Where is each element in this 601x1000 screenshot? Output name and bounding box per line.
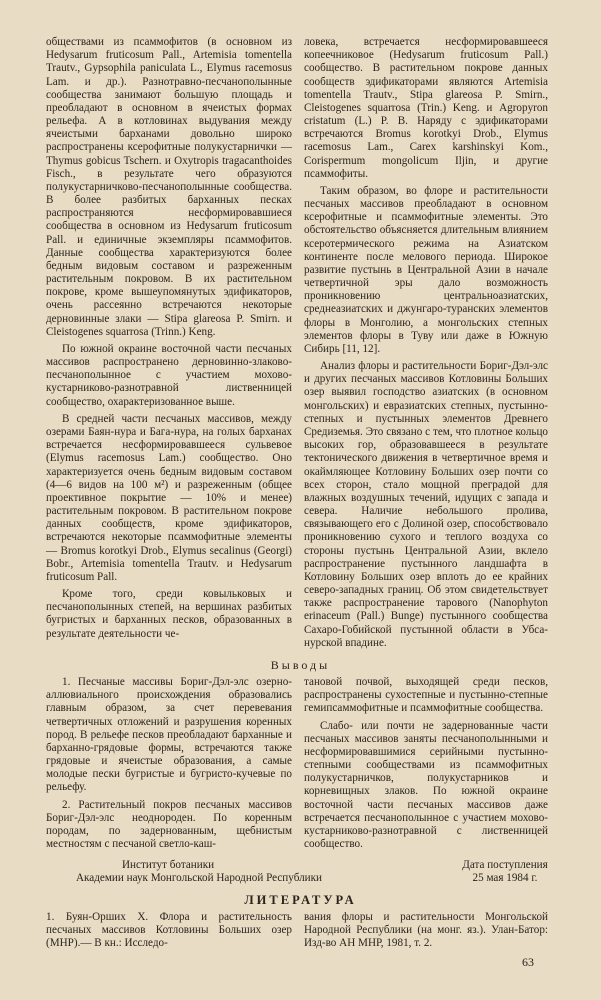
- paragraph: Таким образом, во флоре и растительности песчаных массивов преобладают в основном ксерофитные и псаммофитные элементы. Это обстоятельство объясняется длительным влиянием ксеротермического режима на Азиатском континенте после мелового периода. Широкое развитие пустынь в Центральной Азии в начале четвертичной эры дало возможность проникновению центральноазиатских, среднеазиатских и джунгаро-туранских элементов флоры в Монголию, а монгольских степных элементов флоры в Туву или даже в Южную Сибирь [11, 12].: [304, 184, 548, 355]
- conclusion-item: 1. Песчаные массивы Бориг-Дэл-элс озерно-аллювиального происхождения образовались главным образом, за счет перевевания четвертичных отложений и разрушения коренных пород. В рельефе песков преобладают барханные и барханно-грядовые формы, встречаются также грядовые и ячеистые образования, а самые молодые пески бугристые и бугристо-кучевые по рельефу.: [46, 676, 292, 794]
- received-label: Дата поступления: [462, 859, 548, 871]
- paragraph: обществами из псаммофитов (в основном из Hedysarum fruticosum Pall., Artemisia tomentella Trautv., Gypsophila paniculata L., Elymus racemosus Lam. и др.). Разнотравно-песчанополынные сообщества занимают большую площадь и преобладают в основном в ячеистых формах рельефа. А в котловинах выдувания между ячеистыми барханами довольно широко распространены ксерофитные полукустарнички — Thymus gobicus Tschern. и Oxytropis tragacanthoides Fisch., в результате чего образуются полукустарничково-песчанополынные сообщества. В более разбитых барханных песках распространяются несформировавшиеся сообщества в основном из Hedysarum fruticosum Pall. и единичные экземпляры псаммофитов. Данные сообщества характеризуются более бедным видовым составом и разреженным растительным покровом. В их растительном покрове, кроме вышеупомянутых эдификаторов, очень рассеянно встречаются некоторые дерновинные злаки — Stipa glareosa P. Smirn. и Cleistogenes squarrosa (Trinn.) Keng.: [46, 36, 292, 338]
- affiliation-line: Академии наук Монгольской Народной Республики: [76, 872, 322, 885]
- right-text-column: [304, 36, 548, 650]
- conclusion-item: Слабо- или почти не задернованные части песчаных массивов заняты песчанополынными и несформировавшимися серийными пустынно-степными сообществами из псаммофитных полукустарничков, полукустарников и корневищных злаков. По южной окраине восточной части песчаных массивов даже встречается песчанополынное с участием мохово-кустарниково-разнотравной с лиственницей сообщество.: [304, 719, 548, 851]
- reference-continuation: вания флоры и растительности Монгольской Народной Республики (на монг. яз.). Улан-Батор: Изд-во АН МНР, 1981, т. 2.: [304, 911, 548, 950]
- paragraph: Анализ флоры и растительности Бориг-Дэл-элс и других песчаных массивов Котловины Больших озер выявил господство азиатских (в основном монгольских) и евразиатских степных, пустынно-степных и пустынных элементов Древнего Средиземья. Это связано с тем, что плотное кольцо высоких гор, образовавшееся в результате тектонического движения в четвертичное время и окаймляющее Котловину Больших озер почти со всех сторон, стало мощной преградой для влажных воздушных течений, идущих с запада и севера. Наличие небольшого пролива, связывающего его с Долиной озер, способствовало проникновению сухого и теплого воздуха со стороны пустынь Центральной Азии, вклело распространение пустынного ландшафта в Котловину Больших озер вплоть до ее крайних северо-западных границ. Об этом свидетельствует также распространение тарового (Nanophyton erinaceum (Pall.) Bunge) пустынного сообщества Сахаро-Гобийской пустынной области в Убса-нурской впадине.: [304, 360, 548, 649]
- literature-left-column: [46, 911, 292, 951]
- page-number: 63: [522, 955, 534, 969]
- affiliation: [76, 859, 376, 885]
- conclusions-left-column: [46, 676, 292, 851]
- conclusion-item: тановой почвой, выходящей среди песков, распространены сухостепные и пустынно-степные гемипсаммофитные и псаммофитные сообщества.: [304, 676, 548, 715]
- literature-right-column: [304, 911, 548, 951]
- conclusions-heading: Выводы: [270, 658, 331, 672]
- received-date: [440, 859, 570, 885]
- paragraph: Кроме того, среди ковыльковых и песчанополынных степей, на вершинах разбитых бугристых и барханных песков, образованных в результате деятельности че-: [46, 588, 292, 640]
- conclusion-item: 2. Растительный покров песчаных массивов Бориг-Дэл-элс неоднороден. По коренным породам, по задернованным, щебнистым местностям с песчаной светло-каш-: [46, 798, 292, 851]
- paragraph: В средней части песчаных массивов, между озерами Баян-нура и Бага-нура, на голых барханах встречается несформировавшееся сульвевое (Elymus racemosus Lam.) сообщество. Оно характеризуется очень бедным видовым составом (4—6 видов на 100 м²) и разреженным (общее проективное покрытие — 10% и менее) растительным покровом. В растительном покрове данных сообществ, кроме эдификаторов, встречаются некоторые псаммофитные элементы — Bromus korotkyi Drob., Elymus secalinus (Georgi) Bobr., Artemisia tomentella Trautv. и Hedysarum fruticosum Pall.: [46, 412, 292, 583]
- affiliation-line: Институт ботаники: [122, 859, 215, 871]
- literature-heading: ЛИТЕРАТУРА: [244, 893, 357, 907]
- received-value: 25 мая 1984 г.: [472, 872, 538, 885]
- conclusions-right-column: [304, 676, 548, 851]
- left-text-column: [46, 36, 292, 641]
- paragraph: ловека, встречается несформировавшееся копеечниковое (Hedysarum fruticosum Pall.) сообщество. В растительном покрове данных сообществ эдификаторами являются Artemisia tomentella Trautv., Stipa glareosa P. Smirn., Cleistogenes squarrosa (Trin.) Keng. и Agropyron cristatum (L.) P. B. Наряду с эдификаторами встречаются Bromus korotkyi Drob., Elymus racemosus Lam., Carex karshinskyi Kom., Corispermum mongolicum Iljin, и другие псаммофиты.: [304, 36, 548, 180]
- reference-item: 1. Буян-Орших Х. Флора и растительность песчаных массивов Котловины Больших озер (МНР).— В кн.: Исследо-: [46, 911, 292, 950]
- paragraph: По южной окраине восточной части песчаных массивов распространено дерновинно-злаково-песчанополынное с участием мохово-кустарниково-разнотравной лиственницей сообщество, охарактеризованное выше.: [46, 342, 292, 408]
